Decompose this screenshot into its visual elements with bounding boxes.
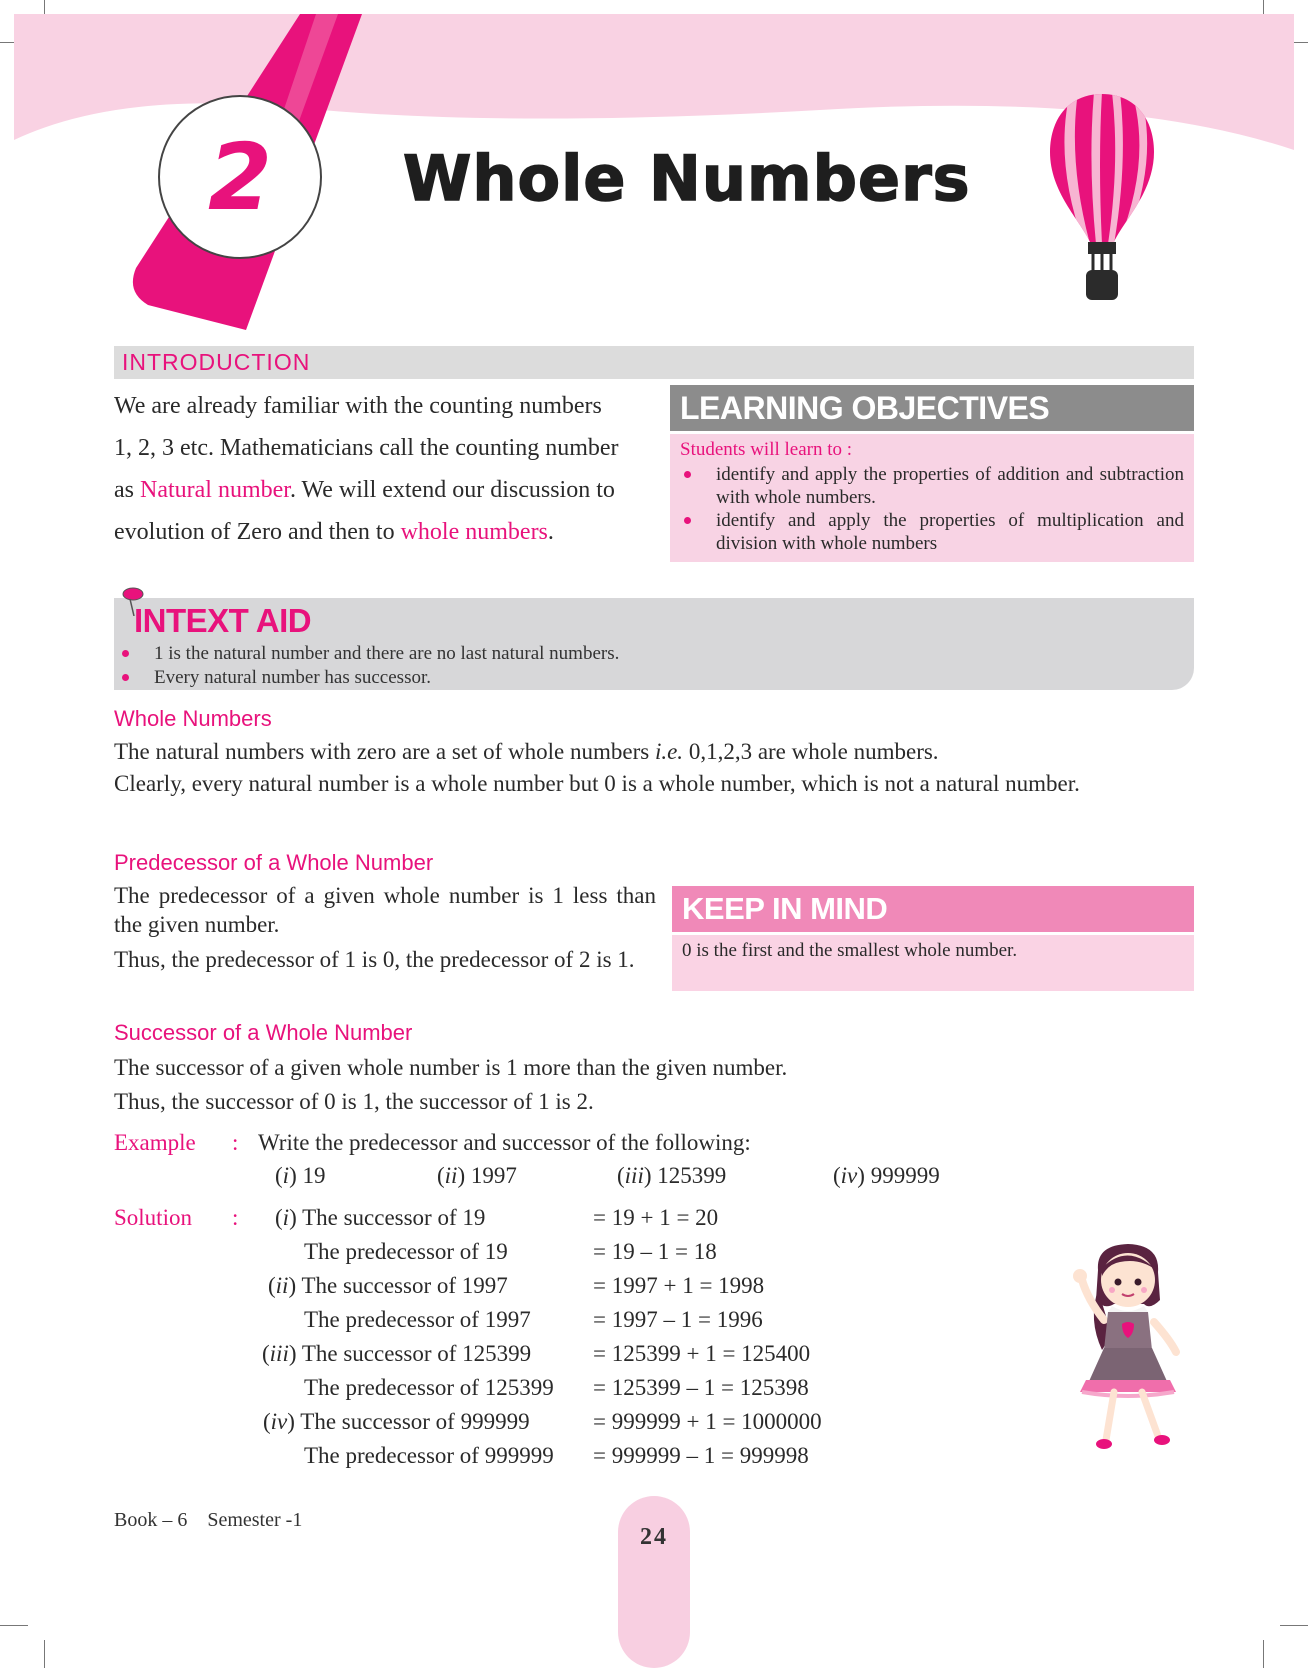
solution-row: (iv) The successor of 999999 bbox=[263, 1409, 530, 1434]
solution-row: The predecessor of 999999 bbox=[304, 1443, 554, 1468]
chapter-number-badge bbox=[158, 95, 322, 259]
learning-objectives-lead: Students will learn to : bbox=[680, 439, 853, 460]
predecessor-example: Thus, the predecessor of 1 is 0, the predecessor of 2 is 1. bbox=[114, 947, 635, 972]
whole-numbers-note: Clearly, every natural number is a whole number but 0 is a whole number, which is not a natural number. bbox=[114, 771, 1080, 796]
solution-result: = 19 + 1 = 20 bbox=[593, 1205, 719, 1230]
intro-line: We are already familiar with the counting numbers bbox=[114, 393, 602, 419]
example-part: (ii) 1997 bbox=[437, 1163, 517, 1188]
example-part: (iii) 125399 bbox=[617, 1163, 727, 1188]
keep-in-mind-heading: KEEP IN MIND bbox=[672, 886, 1194, 932]
intext-aid-list bbox=[118, 642, 1178, 690]
successor-example: Thus, the successor of 0 is 1, the successor of 1 is 2. bbox=[114, 1089, 594, 1114]
whole-numbers-definition: The natural numbers with zero are a set of whole numbers i.e. 0,1,2,3 are whole numbers. bbox=[114, 739, 939, 764]
introduction-heading: INTRODUCTION bbox=[114, 346, 1194, 379]
solution-row: The predecessor of 1997 bbox=[304, 1307, 531, 1332]
list-item: Every natural number has successor. bbox=[118, 666, 1178, 690]
footer-book-info bbox=[114, 1509, 302, 1532]
introduction-text bbox=[114, 385, 659, 553]
natural-number-term: Natural number bbox=[140, 477, 290, 503]
solution-result: = 999999 – 1 = 999998 bbox=[593, 1443, 809, 1468]
whole-numbers-heading: Whole Numbers bbox=[114, 706, 272, 731]
page-number: 24 bbox=[640, 1524, 668, 1550]
intext-aid-heading: INTEXT AID bbox=[134, 602, 312, 639]
page-number-tab bbox=[618, 1496, 690, 1668]
solution-result: = 1997 + 1 = 1998 bbox=[593, 1273, 765, 1298]
successor-definition: The successor of a given whole number is 1 more than the given number. bbox=[114, 1055, 788, 1080]
predecessor-heading: Predecessor of a Whole Number bbox=[114, 850, 434, 875]
predecessor-definition: The predecessor of a given whole number is 1 less than the given number. bbox=[114, 883, 656, 937]
intro-line: as Natural number. We will extend our discussion to bbox=[114, 477, 615, 503]
solution-row: (ii) The successor of 1997 bbox=[268, 1273, 508, 1298]
crop-mark bbox=[1280, 1625, 1308, 1626]
successor-heading: Successor of a Whole Number bbox=[114, 1020, 413, 1045]
example-part: (i) 19 bbox=[275, 1163, 326, 1188]
chapter-title: Whole Numbers bbox=[403, 142, 971, 215]
solution-row: The predecessor of 125399 bbox=[304, 1375, 554, 1400]
intro-line: evolution of Zero and then to whole numbers. bbox=[114, 519, 554, 545]
crop-mark bbox=[1263, 1640, 1264, 1668]
example-question: Write the predecessor and successor of the following: bbox=[258, 1130, 751, 1155]
learning-objectives-box bbox=[670, 434, 1194, 562]
solution-colon: : bbox=[232, 1205, 239, 1230]
solution-result: = 125399 – 1 = 125398 bbox=[593, 1375, 809, 1400]
list-item: 1 is the natural number and there are no last natural numbers. bbox=[118, 642, 1178, 666]
solution-row: (i) The successor of 19 bbox=[275, 1205, 486, 1230]
solution-result: = 999999 + 1 = 1000000 bbox=[593, 1409, 822, 1434]
solution-result: = 125399 + 1 = 125400 bbox=[593, 1341, 811, 1366]
example-colon: : bbox=[232, 1130, 239, 1155]
crop-mark bbox=[44, 1640, 45, 1668]
list-item: identify and apply the properties of multiplication and division with whole numbers bbox=[680, 509, 1184, 555]
whole-numbers-term: whole numbers bbox=[400, 519, 548, 545]
semester-label: Semester -1 bbox=[207, 1509, 303, 1531]
book-label: Book – 6 bbox=[114, 1509, 188, 1531]
solution-label: Solution bbox=[114, 1205, 192, 1230]
intro-line: 1, 2, 3 etc. Mathematicians call the counting number bbox=[114, 435, 619, 461]
solution-result: = 19 – 1 = 18 bbox=[593, 1239, 717, 1264]
keep-in-mind-text: 0 is the first and the smallest whole number. bbox=[672, 935, 1194, 991]
chapter-number: 2 bbox=[207, 123, 272, 231]
girl-illustration bbox=[1058, 1240, 1198, 1455]
learning-objectives-heading: LEARNING OBJECTIVES bbox=[670, 385, 1194, 431]
example-part: (iv) 999999 bbox=[833, 1163, 940, 1188]
solution-row: (iii) The successor of 125399 bbox=[262, 1341, 532, 1366]
hot-air-balloon-icon bbox=[1048, 92, 1156, 307]
list-item: identify and apply the properties of addition and subtraction with whole numbers. bbox=[680, 463, 1184, 509]
solution-row: The predecessor of 19 bbox=[304, 1239, 508, 1264]
example-label: Example bbox=[114, 1130, 196, 1155]
solution-result: = 1997 – 1 = 1996 bbox=[593, 1307, 763, 1332]
crop-mark bbox=[0, 1625, 28, 1626]
